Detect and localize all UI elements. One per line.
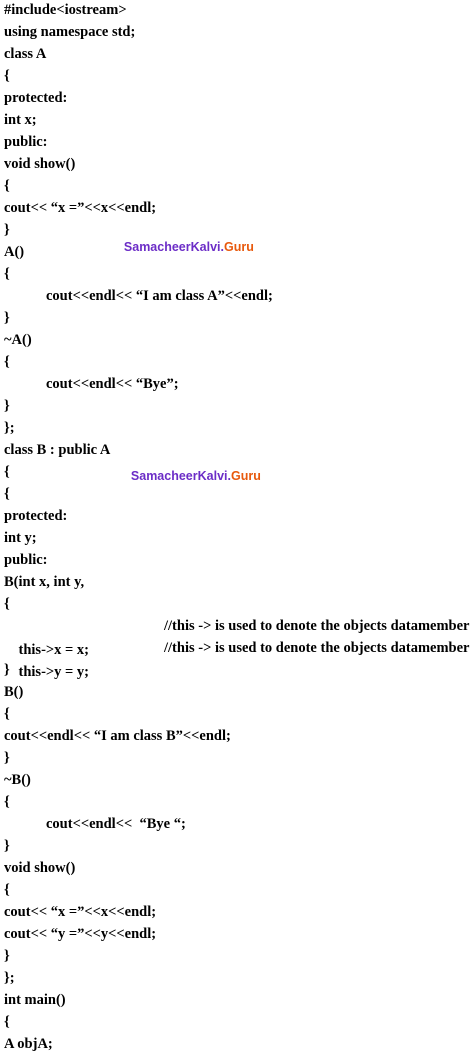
watermark-part: Samacheer [130, 469, 198, 483]
code-line: int x; [4, 112, 37, 128]
code-line: int main() [4, 992, 66, 1008]
code-line: cout<< “x =”<<x<<endl; [4, 904, 157, 920]
code-line: cout<<endl<< “Bye “; [46, 816, 186, 832]
watermark-part: Guru [230, 469, 261, 483]
watermark [110, 223, 254, 271]
code-line: B(int x, int y, [4, 574, 85, 590]
code-line: A() [4, 244, 25, 260]
code-line: } [4, 310, 10, 326]
code-line: void show() [4, 156, 76, 172]
code-line: { [4, 794, 10, 810]
code-line: } [4, 222, 10, 238]
code-line: { [4, 68, 10, 84]
code-line: cout<< “x =”<<x<<endl; [4, 200, 157, 216]
watermark-part: Kalvi. [197, 469, 231, 483]
code-line: A objA; [4, 1036, 53, 1052]
code-line: int y; [4, 530, 37, 546]
watermark-part: Guru [223, 240, 254, 254]
code-line: public: [4, 552, 48, 568]
code-line: protected: [4, 508, 68, 524]
code-line-with-comment [4, 636, 470, 680]
watermark-part: Samacheer [123, 240, 191, 254]
code-line: { [4, 266, 10, 282]
code-line: { [4, 596, 10, 612]
code-line: } [4, 662, 10, 678]
code-line: { [4, 178, 10, 194]
code-line: { [4, 882, 10, 898]
code-line: } [4, 948, 10, 964]
code-line: B() [4, 684, 24, 700]
code-line: cout<<endl<< “I am class B”<<endl; [4, 728, 231, 744]
code-line: #include<iostream> [4, 2, 127, 18]
code-statement: this->x = x; [18, 642, 89, 658]
code-comment: //this -> is used to denote the objects datamember [164, 618, 470, 634]
code-line: { [4, 1014, 10, 1030]
code-line: { [4, 486, 10, 502]
code-line: ~B() [4, 772, 31, 788]
code-line: { [4, 706, 10, 722]
watermark [117, 452, 261, 500]
code-line: } [4, 750, 10, 766]
code-line: } [4, 838, 10, 854]
code-line-with-comment [4, 614, 470, 658]
code-line: { [4, 464, 10, 480]
code-line: cout<<endl<< “I am class A”<<endl; [46, 288, 273, 304]
code-line: class B : public A [4, 442, 111, 458]
watermark-part: Kalvi. [190, 240, 224, 254]
code-line: ~A() [4, 332, 32, 348]
code-line: class A [4, 46, 47, 62]
code-line: public: [4, 134, 48, 150]
code-statement: this->y = y; [18, 664, 89, 680]
code-line: }; [4, 420, 15, 436]
code-line: cout<< “y =”<<y<<endl; [4, 926, 157, 942]
code-line: cout<<endl<< “Bye”; [46, 376, 179, 392]
code-line: { [4, 354, 10, 370]
code-line: protected: [4, 90, 68, 106]
code-line: }; [4, 970, 15, 986]
code-line: } [4, 398, 10, 414]
code-comment: //this -> is used to denote the objects datamember [164, 640, 470, 656]
code-line: using namespace std; [4, 24, 136, 40]
code-line: void show() [4, 860, 76, 876]
